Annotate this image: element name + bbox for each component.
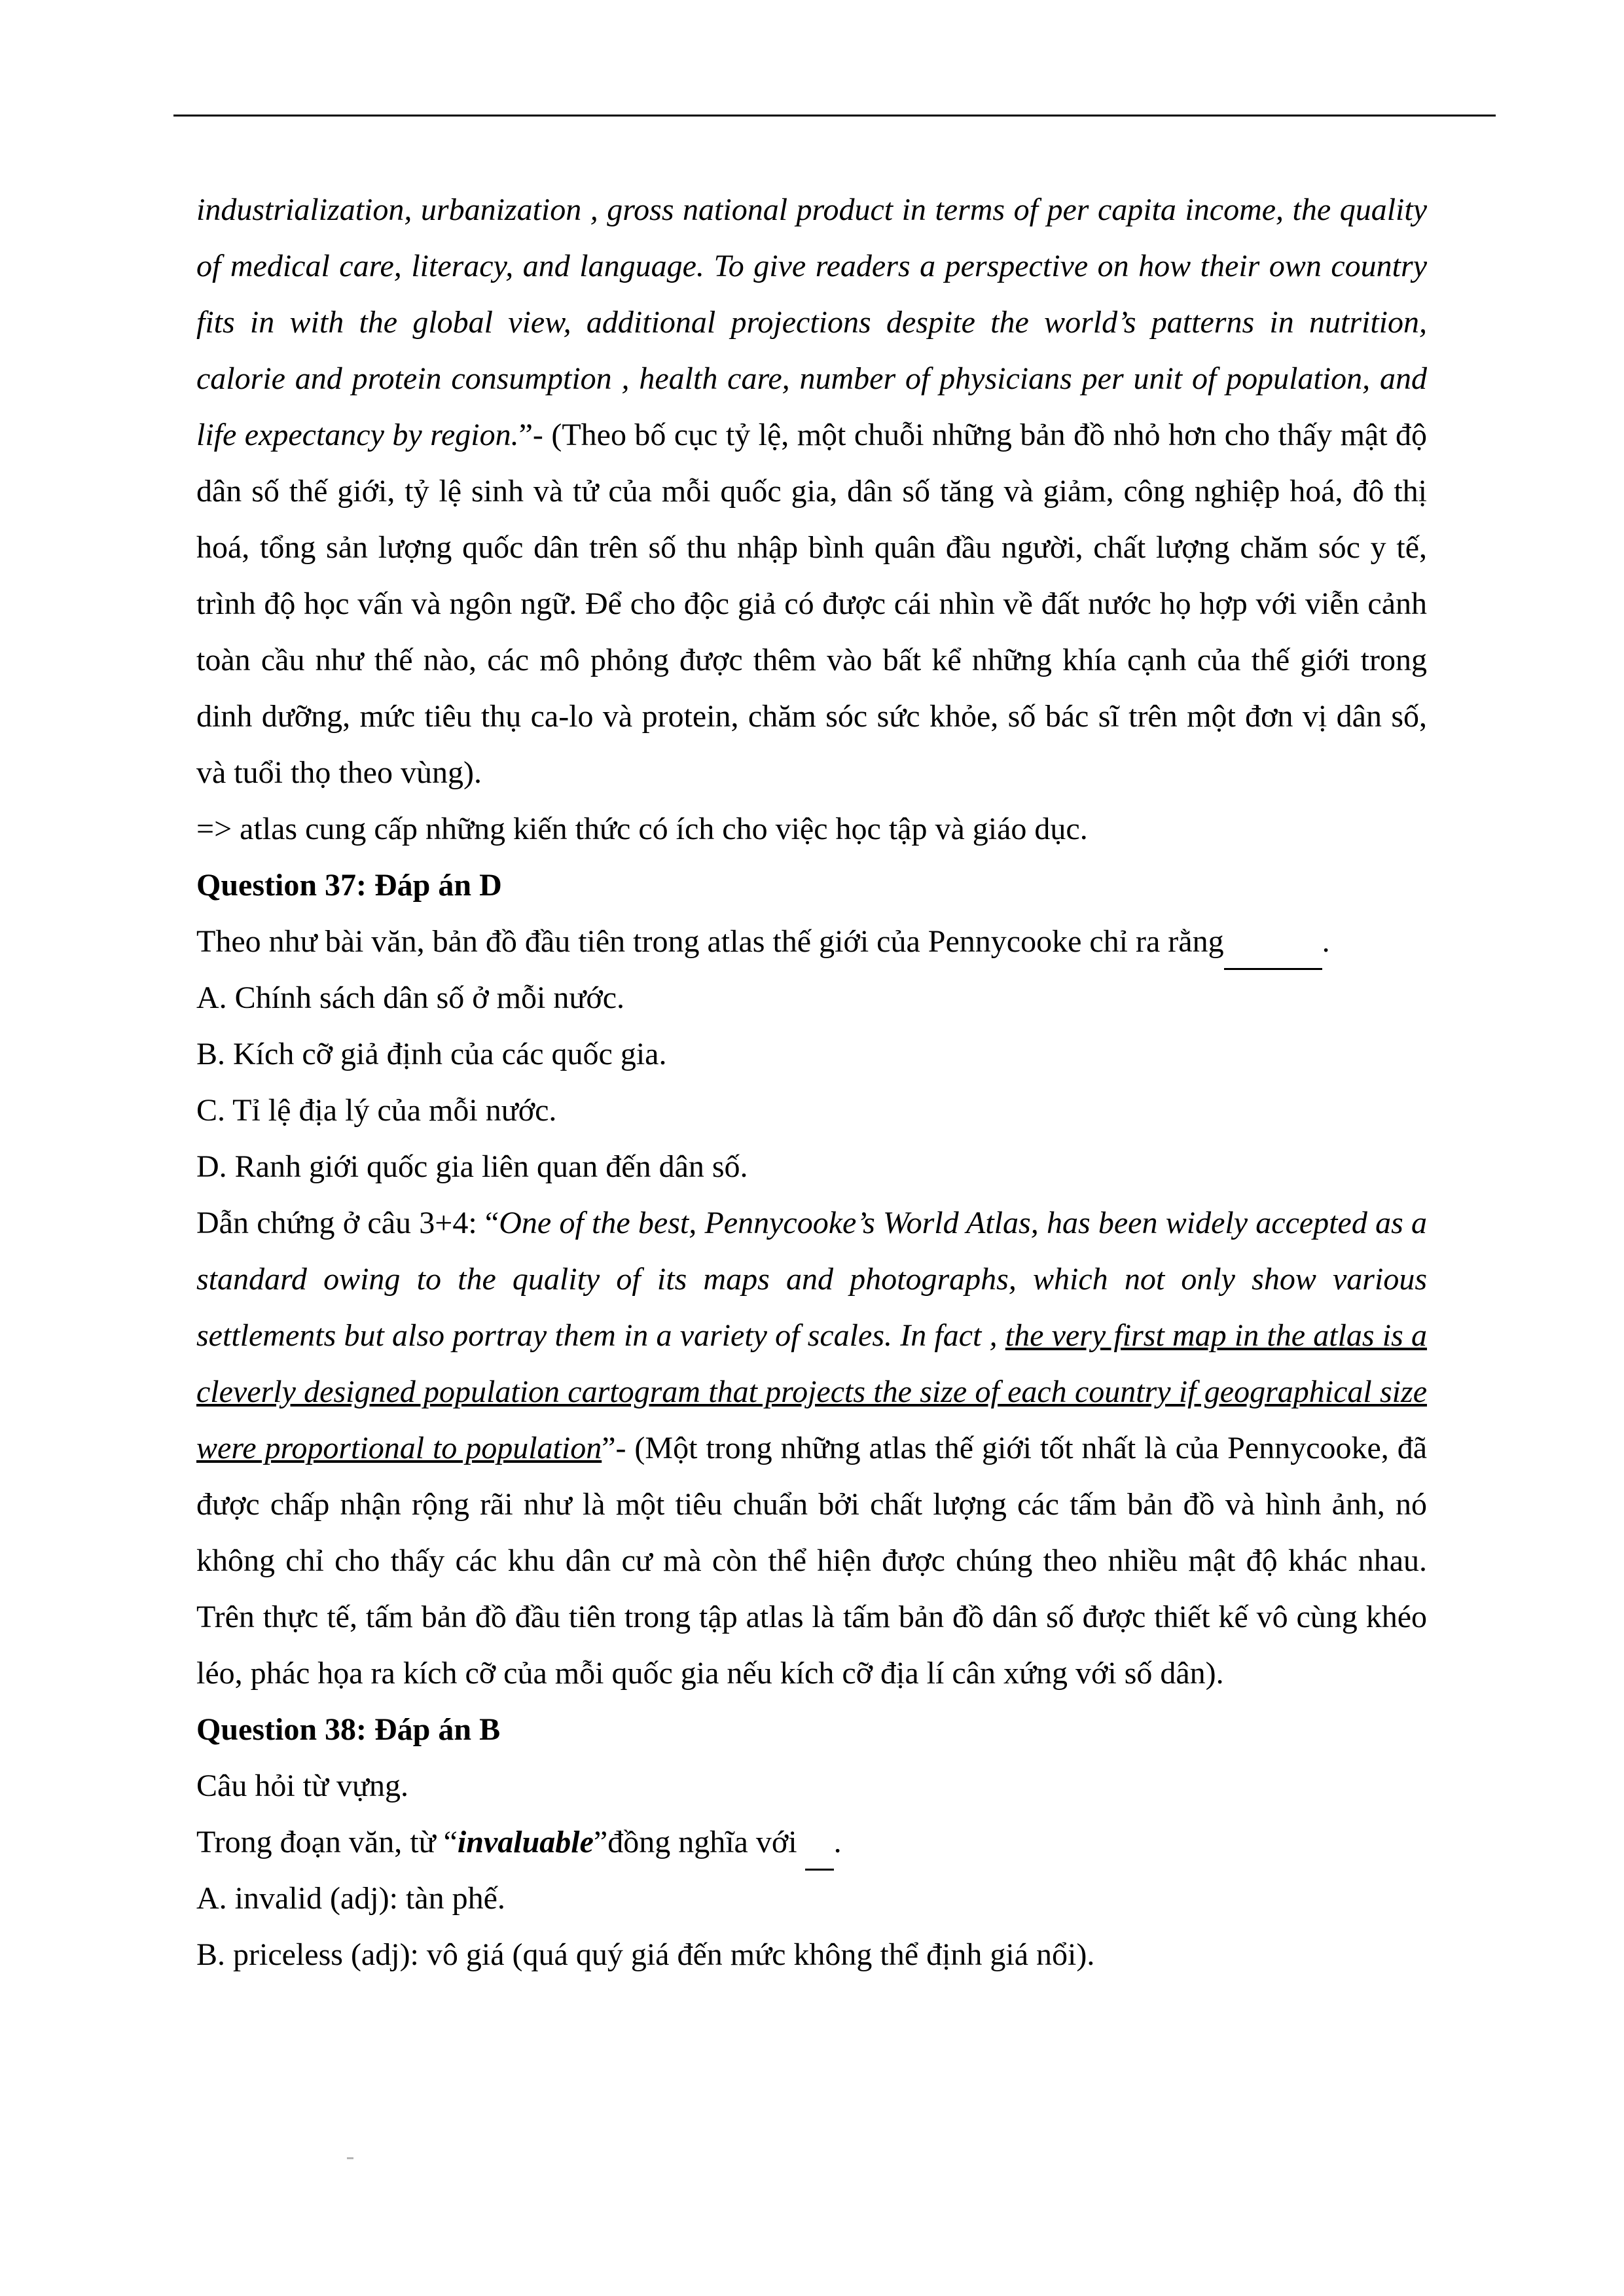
q38-stem-suffix: ”đồng nghĩa với bbox=[593, 1825, 805, 1859]
q38-stem-prefix: Trong đoạn văn, từ “ bbox=[196, 1825, 458, 1859]
q37-evidence-translation: ”- (Một trong những atlas thế giới tốt nhất là của Pennycooke, đã được chấp nhận rộng rãi như là một tiêu chuẩn bởi chất lượng các tấm bản đồ và hình ảnh, nó không chỉ cho thấy các khu dân cư mà còn thể hiện được chúng theo nhiều mật độ khác nhau. Trên thực tế, tấm bản đồ đầu tiên trong tập atlas là tấm bản đồ dân số được thiết kế vô cùng khéo léo, phác họa ra kích cỡ của mỗi quốc gia nếu kích cỡ địa lí cân xứng với số dân). bbox=[196, 1431, 1428, 1691]
q37-stem-end: . bbox=[1322, 924, 1330, 959]
intro-quote: industrialization, urbanization , gross national product in terms of per capita income, the quality of medical care, literacy, and language. To give readers a perspective on how their own country fits in with the global view, additional projections despite the world’s patterns in nutrition, calorie and protein consumption , health care, number of physicians per unit of population, and life expectancy by region. bbox=[196, 192, 1427, 452]
q37-option-a: A. Chính sách dân số ở mỗi nước. bbox=[196, 980, 625, 1015]
conclusion: => atlas cung cấp những kiến thức có ích cho việc học tập và giáo dục. bbox=[196, 812, 1088, 846]
q37-evidence-prefix: Dẫn chứng ở câu 3+4: “ bbox=[196, 1206, 499, 1240]
q38-heading: Question 38: Đáp án B bbox=[196, 1712, 501, 1747]
q37-option-c: C. Tỉ lệ địa lý của mỗi nước. bbox=[196, 1093, 557, 1128]
q37-stem bbox=[196, 914, 1427, 970]
q38-option-b: B. priceless (adj): vô giá (quá quý giá đến mức không thể định giá nổi). bbox=[196, 1937, 1095, 1972]
header-rule bbox=[173, 115, 1496, 117]
q37-option-d: D. Ranh giới quốc gia liên quan đến dân số. bbox=[196, 1149, 748, 1184]
intro-paragraph bbox=[196, 182, 1427, 801]
q37-stem-text: Theo như bài văn, bản đồ đầu tiên trong atlas thế giới của Pennycooke chỉ ra rằng bbox=[196, 924, 1224, 959]
q37-option-b: B. Kích cỡ giả định của các quốc gia. bbox=[196, 1037, 667, 1071]
q38-type: Câu hỏi từ vựng. bbox=[196, 1768, 409, 1803]
q38-option-a: A. invalid (adj): tàn phế. bbox=[196, 1881, 505, 1916]
answer-blank bbox=[1224, 934, 1322, 970]
q38-stem-end: . bbox=[833, 1825, 842, 1859]
scan-speck bbox=[347, 2157, 353, 2159]
q38-keyword: invaluable bbox=[457, 1825, 594, 1859]
q38-stem bbox=[196, 1814, 1427, 1871]
q37-evidence-underlined: the very first map in the atlas is a cleverly designed population cartogram that projects the size of each country if geographical size were proportional to population bbox=[196, 1318, 1428, 1465]
q37-evidence bbox=[196, 1195, 1427, 1702]
q37-evidence-quote: One of the best, Pennycooke’s World Atlas, has been widely accepted as a standard owing to the quality of its maps and photographs, which not only show various settlements but also portray them in a variety of scales. In fact , bbox=[196, 1206, 1427, 1353]
q37-heading: Question 37: Đáp án D bbox=[196, 868, 502, 903]
answer-blank-short bbox=[805, 1835, 834, 1871]
page-content bbox=[196, 182, 1427, 1983]
intro-translation: ”- (Theo bố cục tỷ lệ, một chuỗi những bản đồ nhỏ hơn cho thấy mật độ dân số thế giới, tỷ lệ sinh và tử của mỗi quốc gia, dân số tăng và giảm, công nghiệp hoá, đô thị hoá, tổng sản lượng quốc dân trên số thu nhập bình quân đầu người, chất lượng chăm sóc y tế, trình độ học vấn và ngôn ngữ. Để cho độc giả có được cái nhìn về đất nước họ hợp với viễn cảnh toàn cầu như thế nào, các mô phỏng được thêm vào bất kể những khía cạnh của thế giới trong dinh dưỡng, mức tiêu thụ ca-lo và protein, chăm sóc sức khỏe, số bác sĩ trên một đơn vị dân số, và tuổi thọ theo vùng). bbox=[196, 418, 1427, 790]
